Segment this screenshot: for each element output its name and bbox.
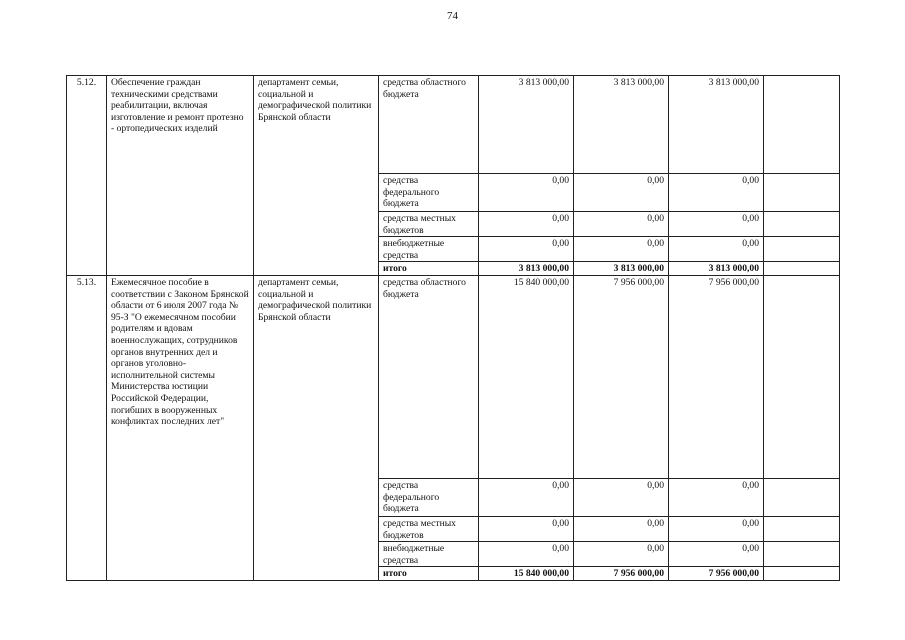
- total-year-3: 7 956 000,00: [669, 567, 764, 581]
- amount-year-1: 15 840 000,00: [479, 275, 574, 478]
- amount-year-2: 0,00: [574, 542, 669, 567]
- responsible-executor: департамент семьи, социальной и демографической политики Брянской области: [254, 76, 379, 276]
- extra-cell: [764, 262, 840, 276]
- funding-source: внебюджетные средства: [379, 542, 479, 567]
- amount-year-3: 7 956 000,00: [669, 275, 764, 478]
- amount-year-2: 0,00: [574, 237, 669, 262]
- amount-year-3: 0,00: [669, 478, 764, 516]
- funding-source: средства федерального бюджета: [379, 478, 479, 516]
- extra-cell: [764, 275, 840, 478]
- total-year-2: 3 813 000,00: [574, 262, 669, 276]
- amount-year-3: 0,00: [669, 212, 764, 237]
- table-row: [67, 76, 840, 174]
- amount-year-2: 0,00: [574, 212, 669, 237]
- page-number: 74: [447, 10, 458, 22]
- funding-source-total: итого: [379, 567, 479, 581]
- table-row: [67, 275, 840, 478]
- amount-year-3: 0,00: [669, 174, 764, 212]
- funding-source: средства федерального бюджета: [379, 174, 479, 212]
- extra-cell: [764, 478, 840, 516]
- amount-year-1: 0,00: [479, 542, 574, 567]
- funding-source: средства местных бюджетов: [379, 516, 479, 541]
- amount-year-3: 0,00: [669, 237, 764, 262]
- amount-year-1: 0,00: [479, 237, 574, 262]
- extra-cell: [764, 174, 840, 212]
- extra-cell: [764, 567, 840, 581]
- amount-year-2: 0,00: [574, 478, 669, 516]
- amount-year-1: 0,00: [479, 174, 574, 212]
- extra-cell: [764, 237, 840, 262]
- amount-year-3: 0,00: [669, 516, 764, 541]
- amount-year-1: 0,00: [479, 516, 574, 541]
- amount-year-1: 0,00: [479, 478, 574, 516]
- row-number: 5.12.: [67, 76, 107, 276]
- amount-year-1: 0,00: [479, 212, 574, 237]
- extra-cell: [764, 542, 840, 567]
- amount-year-3: 3 813 000,00: [669, 76, 764, 174]
- responsible-executor: департамент семьи, социальной и демографической политики Брянской области: [254, 275, 379, 580]
- extra-cell: [764, 212, 840, 237]
- measure-description: Ежемесячное пособие в соответствии с Законом Брянской области от 6 июля 2007 года № 95-З "О ежемесячном пособии родителям и вдовам военнослужащих, сотрудников органов внутренних дел и органов уголовно-исполнительной системы Министерства юстиции Российской Федерации, погибших в вооруженных конфликтах последних лет": [107, 275, 254, 580]
- total-year-2: 7 956 000,00: [574, 567, 669, 581]
- total-year-1: 3 813 000,00: [479, 262, 574, 276]
- amount-year-2: 7 956 000,00: [574, 275, 669, 478]
- amount-year-3: 0,00: [669, 542, 764, 567]
- total-year-1: 15 840 000,00: [479, 567, 574, 581]
- amount-year-2: 0,00: [574, 174, 669, 212]
- amount-year-2: 0,00: [574, 516, 669, 541]
- measure-description: Обеспечение граждан техническими средствами реабилитации, включая изготовление и ремонт протезно - ортопедических изделий: [107, 76, 254, 276]
- extra-cell: [764, 76, 840, 174]
- total-year-3: 3 813 000,00: [669, 262, 764, 276]
- amount-year-2: 3 813 000,00: [574, 76, 669, 174]
- funding-source: средства местных бюджетов: [379, 212, 479, 237]
- row-number: 5.13.: [67, 275, 107, 580]
- extra-cell: [764, 516, 840, 541]
- budget-table: [66, 75, 840, 581]
- funding-source: средства областного бюджета: [379, 76, 479, 174]
- amount-year-1: 3 813 000,00: [479, 76, 574, 174]
- funding-source: внебюджетные средства: [379, 237, 479, 262]
- funding-source: средства областного бюджета: [379, 275, 479, 478]
- funding-source-total: итого: [379, 262, 479, 276]
